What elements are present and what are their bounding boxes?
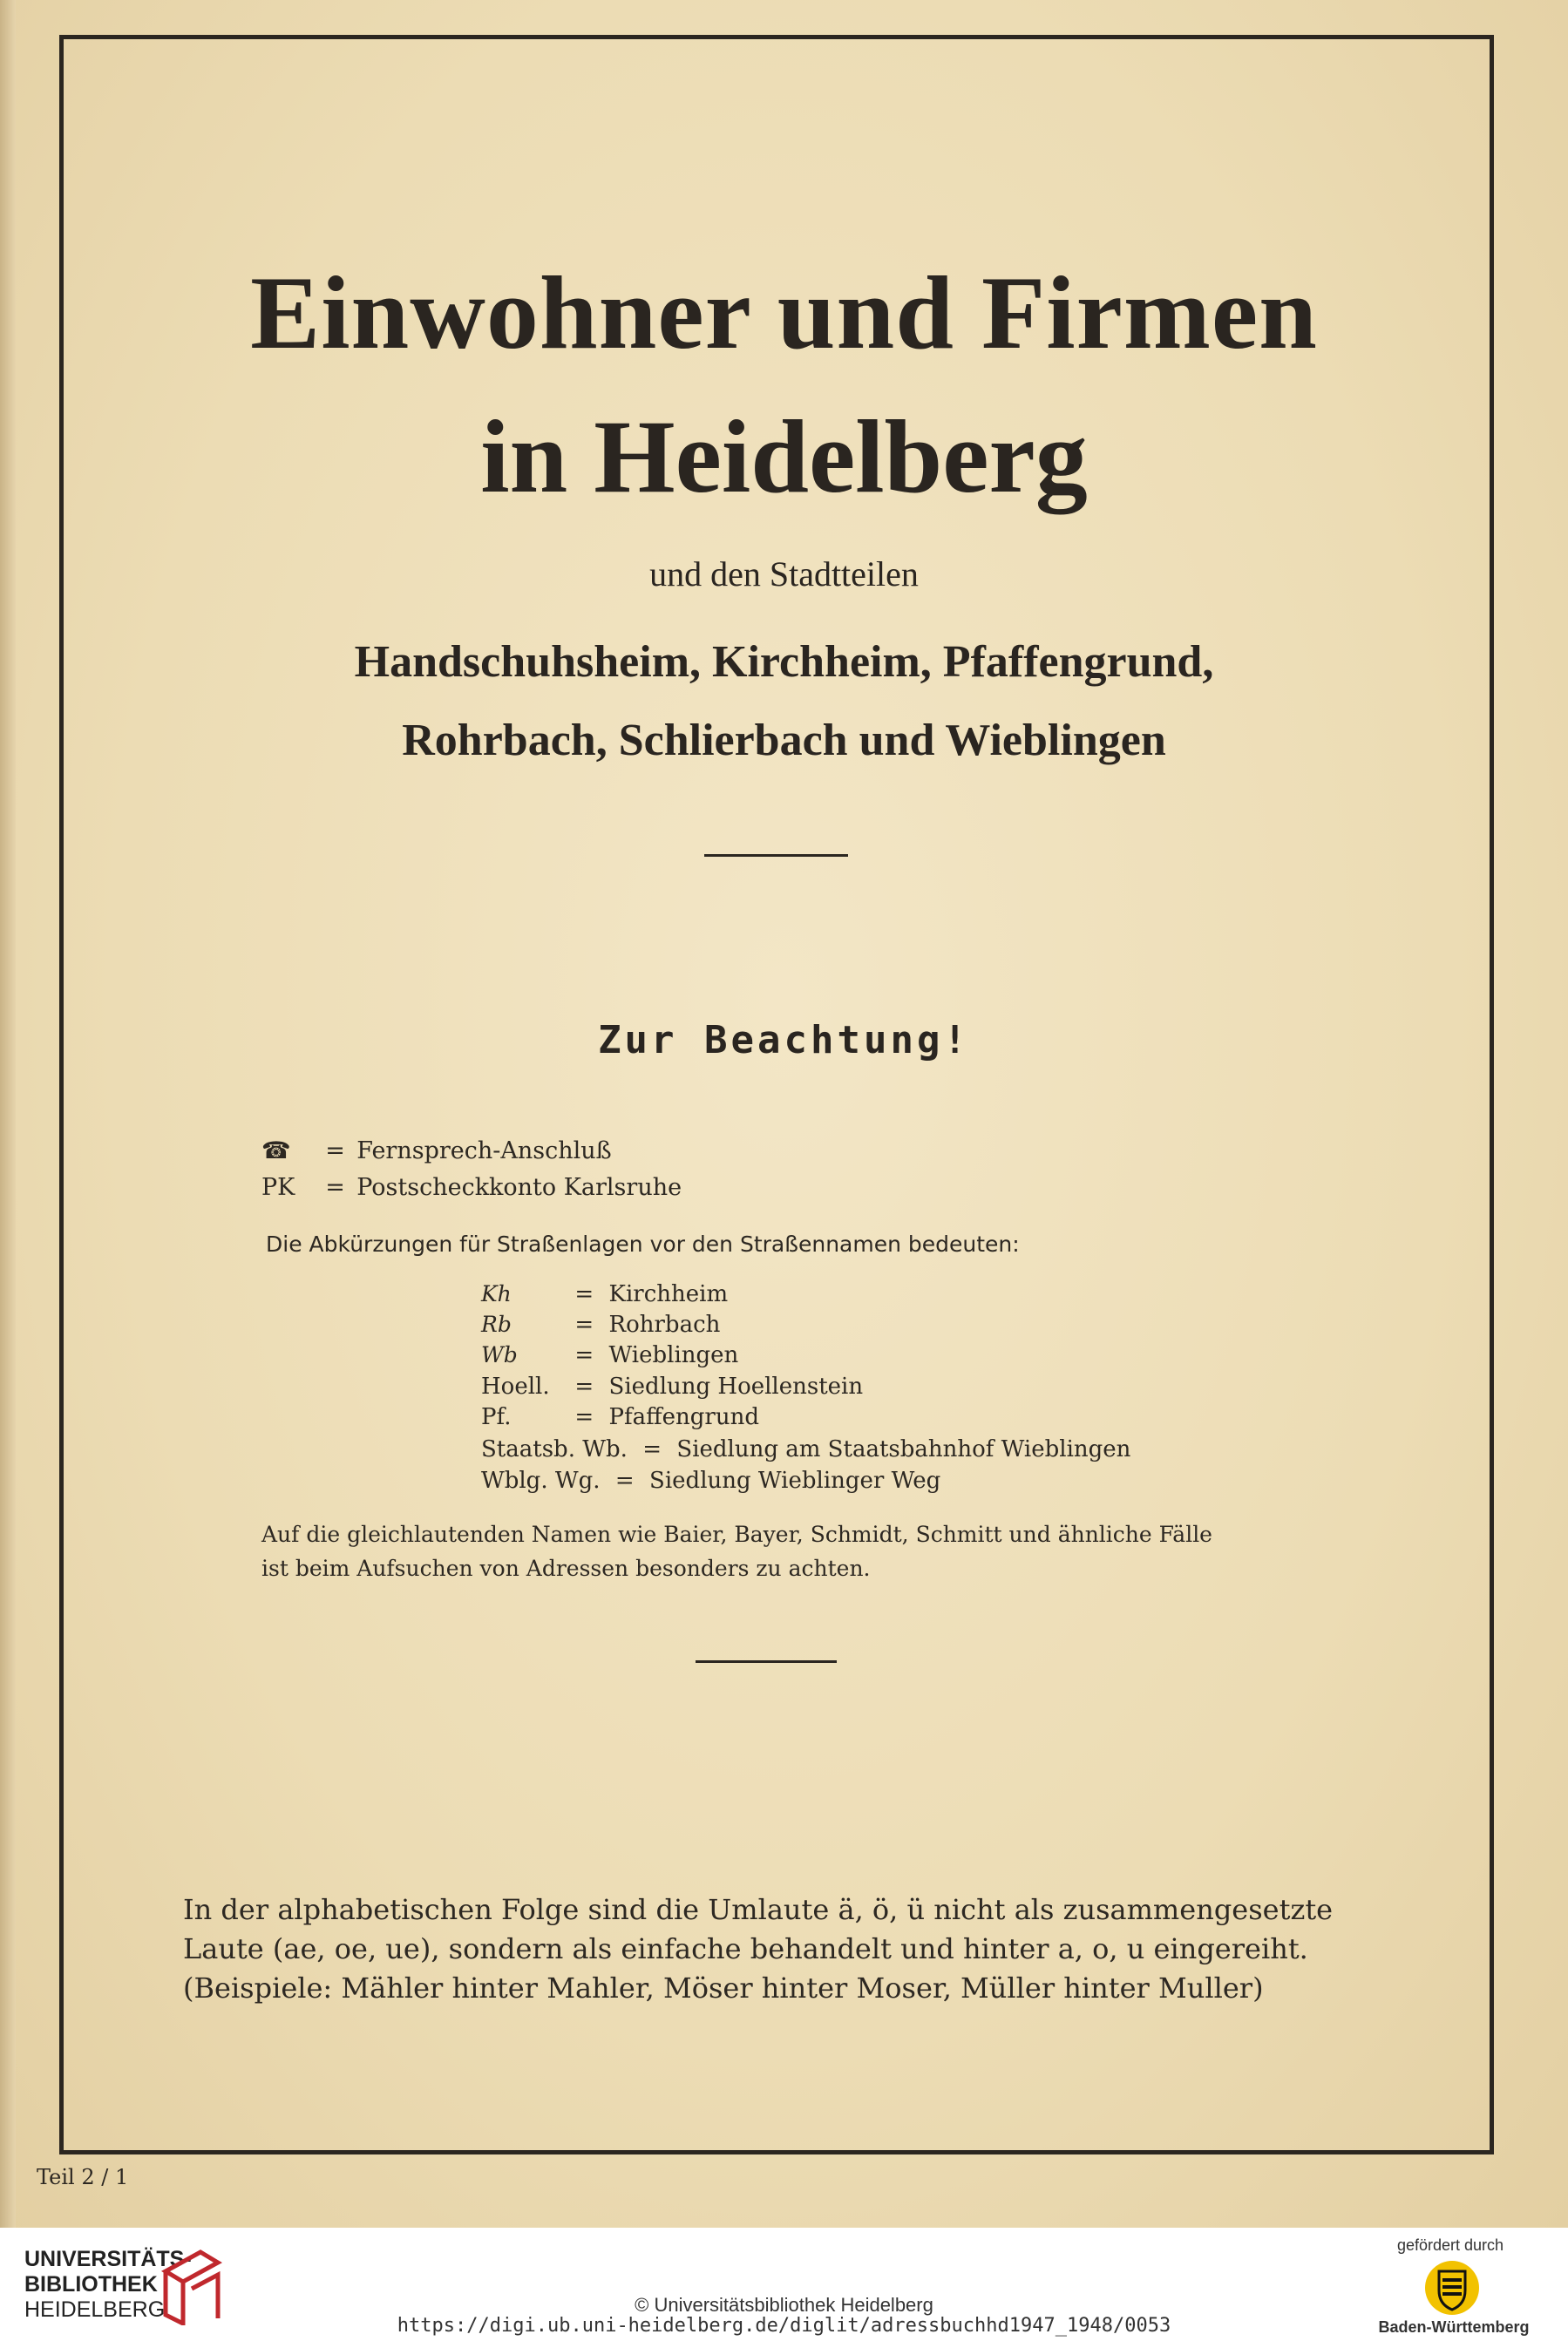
legend-row	[261, 1137, 612, 1164]
legend-key: PK	[261, 1174, 295, 1201]
funded-by-label: gefördert durch	[1396, 2236, 1504, 2254]
abbreviation-text: Pfaffengrund	[608, 1404, 759, 1430]
note-line-2: ist beim Aufsuchen von Adressen besonders zu achten.	[261, 1556, 871, 1581]
abbreviation-text: Siedlung Hoellenstein	[608, 1374, 864, 1400]
abbreviation-sep: =	[574, 1374, 594, 1400]
divider-rule	[704, 854, 848, 857]
districts-line-2: Rohrbach, Schlierbach und Wieblingen	[402, 716, 1166, 765]
umlaut-note-line-3: (Beispiele: Mähler hinter Mahler, Möser hinter Moser, Müller hinter Muller)	[183, 1971, 1264, 2005]
permalink[interactable]: https://digi.ub.uni-heidelberg.de/diglit/adressbuchhd1947_1948/0053	[397, 2315, 1171, 2337]
library-name-line-2: BIBLIOTHEK	[24, 2272, 158, 2297]
abbreviation-text: Siedlung Wieblinger Weg	[649, 1468, 941, 1494]
coat-of-arms-icon	[1423, 2259, 1481, 2321]
abbreviation-text: Kirchheim	[608, 1281, 729, 1307]
copyright-notice: © Universitätsbibliothek Heidelberg	[635, 2294, 933, 2316]
abbreviation-row	[481, 1342, 738, 1368]
abbreviation-row	[481, 1312, 720, 1338]
abbreviation-key: Wblg. Wg.	[481, 1468, 601, 1494]
title-line-1: Einwohner und Firmen	[250, 254, 1318, 370]
abbreviation-text: Siedlung am Staatsbahnhof Wieblingen	[676, 1436, 1131, 1462]
abbreviation-sep: =	[574, 1404, 594, 1430]
legend-text: Fernsprech-Anschluß	[356, 1137, 612, 1164]
abbreviation-key: Rb	[481, 1312, 512, 1337]
districts-line-1: Handschuhsheim, Kirchheim, Pfaffengrund,	[354, 637, 1214, 687]
library-name-line-1: UNIVERSITÄTS-	[24, 2247, 192, 2271]
abbreviation-key: Kh	[481, 1281, 512, 1306]
umlaut-note-line-1: In der alphabetischen Folge sind die Umlaute ä, ö, ü nicht als zusammengesetzte	[183, 1893, 1334, 1926]
abbreviations-intro: Die Abkürzungen für Straßenlagen vor den Straßennamen bedeuten:	[266, 1232, 1020, 1257]
abbreviation-row	[481, 1404, 759, 1430]
abbreviation-key: Staatsb. Wb.	[481, 1436, 628, 1462]
abbreviation-text: Rohrbach	[608, 1312, 721, 1338]
page-marker: Teil 2 / 1	[37, 2165, 129, 2189]
abbreviation-key: Pf.	[481, 1404, 512, 1430]
abbreviation-sep: =	[574, 1342, 594, 1368]
title-line-2: in Heidelberg	[480, 398, 1088, 514]
notice-heading: Zur Beachtung!	[598, 1018, 970, 1062]
abbreviation-sep: =	[642, 1436, 662, 1462]
library-footer	[0, 2228, 1568, 2341]
phone-icon: ☎	[261, 1137, 291, 1164]
funder-name: Baden-Württemberg	[1378, 2318, 1530, 2336]
note-line-1: Auf die gleichlautenden Namen wie Baier, Bayer, Schmidt, Schmitt und ähnliche Fälle	[261, 1522, 1212, 1547]
abbreviation-row	[481, 1468, 940, 1494]
legend-sep: =	[325, 1174, 345, 1201]
abbreviation-key: Hoell.	[481, 1374, 550, 1400]
legend-row	[261, 1174, 682, 1201]
abbreviation-key: Wb	[481, 1342, 518, 1367]
library-name-line-3: HEIDELBERG	[24, 2297, 166, 2322]
abbreviation-sep: =	[614, 1468, 635, 1494]
divider-rule	[696, 1660, 837, 1663]
subtitle: und den Stadtteilen	[649, 554, 919, 594]
umlaut-note-line-2: Laute (ae, oe, ue), sondern als einfache behandelt und hinter a, o, u eingereiht.	[183, 1932, 1308, 1965]
abbreviation-text: Wieblingen	[608, 1342, 739, 1368]
abbreviation-row	[481, 1436, 1130, 1462]
abbreviation-row	[481, 1281, 728, 1307]
legend-sep: =	[325, 1137, 345, 1164]
abbreviation-sep: =	[574, 1312, 594, 1338]
abbreviation-sep: =	[574, 1281, 594, 1307]
legend-text: Postscheckkonto Karlsruhe	[356, 1174, 682, 1201]
abbreviation-row	[481, 1374, 863, 1400]
